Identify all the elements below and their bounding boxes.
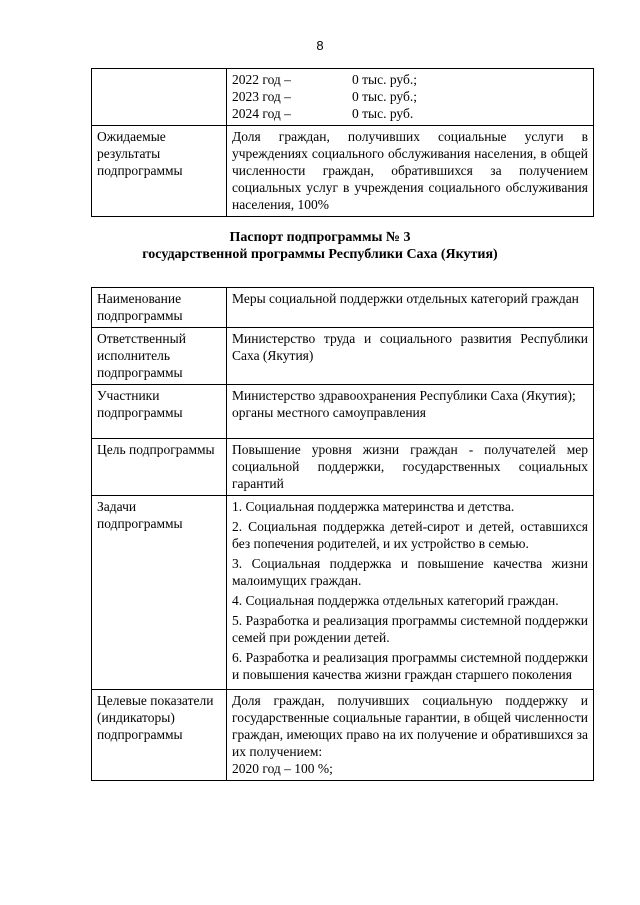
table-row	[92, 385, 594, 439]
passport-table	[91, 287, 594, 781]
expected-results-value: Доля граждан, получивших социальные услуги в учреждениях социального обслуживания населения, в общей численности граждан, обратившихся за получением социальных услуг в учреждения социального обслуживания населения, 100%	[227, 126, 594, 217]
row-value: Министерство труда и социального развития Республики Саха (Якутия)	[227, 328, 594, 385]
table-row	[92, 690, 594, 781]
indicator-text: Доля граждан, получивших социальную поддержку и государственные социальные гарантии, в общей численности граждан, имеющих право на их получение и обратившихся за их получением:	[232, 693, 588, 759]
row-value	[227, 385, 594, 439]
row-label: Целевые показатели (индикаторы) подпрограммы	[92, 690, 227, 781]
year-amount: 0 тыс. руб.;	[352, 89, 417, 104]
year-amount: 0 тыс. руб.;	[352, 72, 417, 87]
financing-table	[91, 68, 594, 217]
indicator-year: 2020 год – 100 %;	[232, 761, 333, 776]
passport-title	[0, 229, 640, 263]
year-line	[232, 88, 588, 105]
row-label: Наименование подпрограммы	[92, 288, 227, 328]
table-row	[92, 439, 594, 496]
year-line	[232, 105, 588, 122]
year-amount: 0 тыс. руб.	[352, 106, 414, 121]
participant-line: Министерство здравоохранения Республики Саха (Якутия);	[232, 388, 576, 403]
year-label: 2023 год –	[232, 89, 291, 104]
empty-label-cell	[92, 69, 227, 126]
table-row	[92, 69, 594, 126]
task-item: 3. Социальная поддержка и повышение качества жизни малоимущих граждан.	[232, 556, 588, 588]
row-label: Задачи подпрограммы	[92, 496, 227, 690]
task-item: 6. Разработка и реализация программы системной поддержки и повышения качества жизни граждан старшего поколения	[232, 650, 588, 682]
passport-title-line1: Паспорт подпрограммы № 3	[229, 230, 411, 245]
task-item: 5. Разработка и реализация программы системной поддержки семей при рождении детей.	[232, 613, 588, 645]
year-line	[232, 71, 588, 88]
passport-title-line2: государственной программы Республики Саха (Якутия)	[142, 247, 498, 262]
year-label: 2024 год –	[232, 106, 291, 121]
expected-results-label: Ожидаемые результаты подпрограммы	[92, 126, 227, 217]
row-label: Участники подпрограммы	[92, 385, 227, 439]
row-label: Ответственный исполнитель подпрограммы	[92, 328, 227, 385]
row-value: Повышение уровня жизни граждан - получателей мер социальной поддержки, государственных социальных гарантий	[227, 439, 594, 496]
tasks-cell	[227, 496, 594, 690]
task-item: 2. Социальная поддержка детей-сирот и детей, оставшихся без попечения родителей, и их устройство в семью.	[232, 519, 588, 551]
years-cell	[227, 69, 594, 126]
table-row	[92, 126, 594, 217]
row-value	[227, 690, 594, 781]
task-item: 1. Социальная поддержка материнства и детства.	[232, 499, 515, 514]
table-row	[92, 496, 594, 690]
row-label: Цель подпрограммы	[92, 439, 227, 496]
row-value: Меры социальной поддержки отдельных категорий граждан	[227, 288, 594, 328]
page-number: 8	[316, 38, 324, 53]
table-row	[92, 328, 594, 385]
participant-line: органы местного самоуправления	[232, 405, 426, 420]
task-item: 4. Социальная поддержка отдельных категорий граждан.	[232, 593, 559, 608]
table-row	[92, 288, 594, 328]
year-label: 2022 год –	[232, 72, 291, 87]
